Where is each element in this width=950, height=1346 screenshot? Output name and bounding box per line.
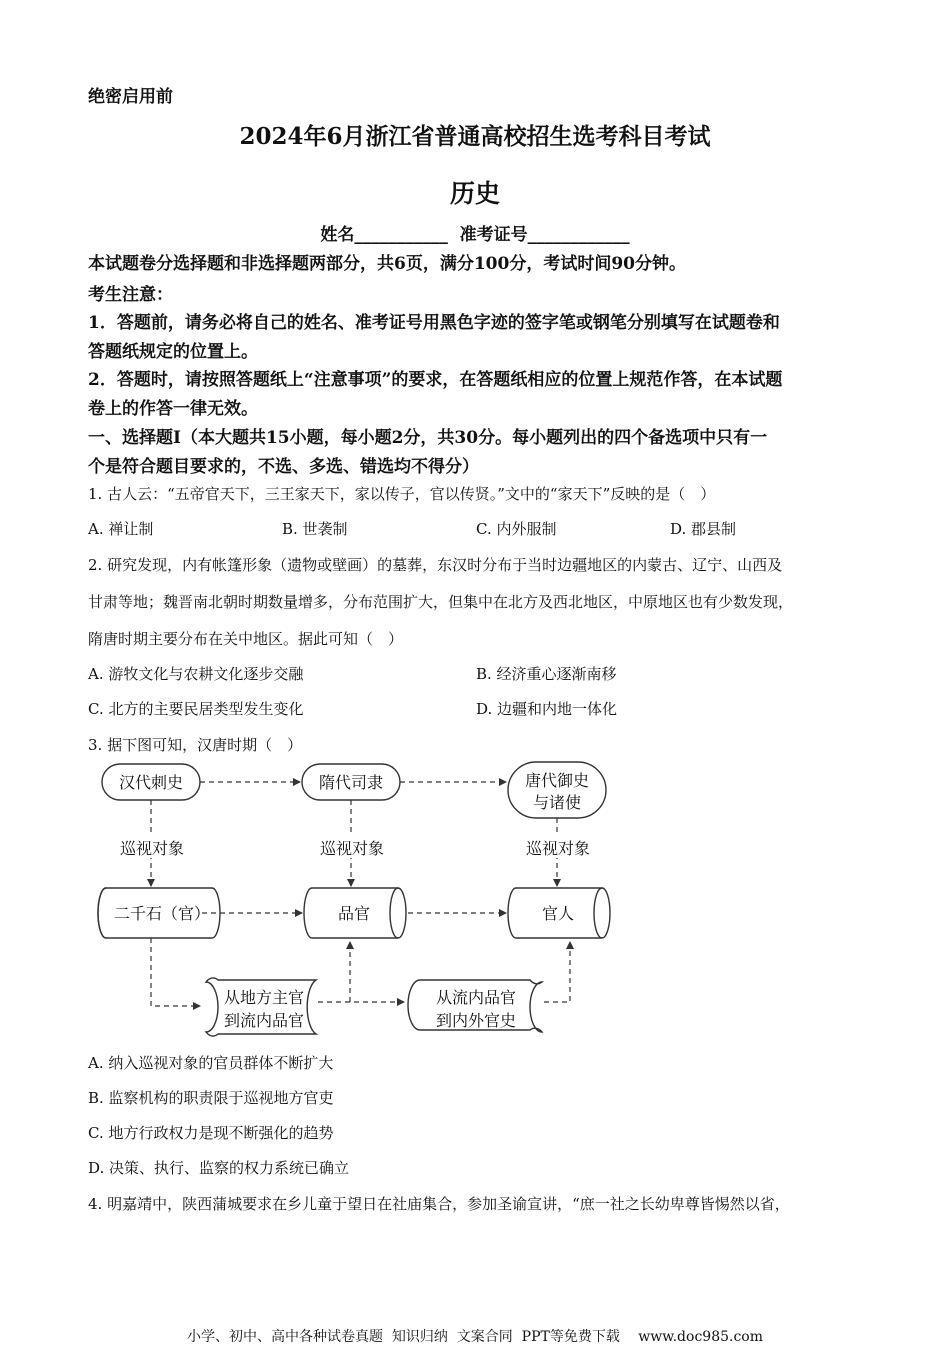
scroll1-line1: 从地方主官 bbox=[223, 988, 305, 1007]
scroll2-line1: 从流内品官 bbox=[435, 988, 517, 1007]
node-tang-yushi-label-2: 与诸使 bbox=[532, 793, 582, 812]
q4-stem: 4. 明嘉靖中，陕西蒲城要求在乡儿童于望日在社庙集合，参加圣谕宣讲，“庶一社之长幼卑尊皆惕然以省， bbox=[88, 1195, 790, 1213]
q3-option-d: D. 决策、执行、监察的权力系统已确立 bbox=[88, 1159, 350, 1177]
label-patrol-target-1: 巡视对象 bbox=[119, 839, 185, 858]
instructions-summary: 本试题卷分选择题和非选择题两部分，共6页，满分100分，考试时间90分钟。 bbox=[88, 254, 686, 274]
node-han-cishi-label: 汉代刺史 bbox=[118, 773, 184, 792]
notice-item-1b: 答题纸规定的位置上。 bbox=[88, 342, 258, 362]
q1-option-c: C. 内外服制 bbox=[476, 520, 557, 538]
q3-stem: 3. 据下图可知，汉唐时期（ ） bbox=[88, 736, 303, 754]
q1-option-d: D. 郡县制 bbox=[670, 520, 737, 538]
node-pinguan-label: 品官 bbox=[337, 904, 371, 923]
q3-option-b: B. 监察机构的职责限于巡视地方官吏 bbox=[88, 1089, 334, 1107]
node-erqianshi-label: 二千石（官） bbox=[113, 904, 211, 923]
q1-option-a: A. 禅让制 bbox=[88, 520, 154, 538]
footer-ad: 小学、初中、高中各种试卷真题 知识归纳 文案合同 PPT等免费下载 www.doc985.com bbox=[186, 1329, 763, 1345]
q2-option-c: C. 北方的主要民居类型发生变化 bbox=[88, 700, 304, 718]
q1-option-b: B. 世袭制 bbox=[282, 520, 348, 538]
section-title-a: 一、选择题Ⅰ（本大题共15小题，每小题2分，共30分。每小题列出的四个备选项中只有一 bbox=[88, 428, 768, 448]
node-guanren-label: 官人 bbox=[541, 904, 575, 923]
label-patrol-target-3: 巡视对象 bbox=[525, 839, 591, 858]
q2-option-d: D. 边疆和内地一体化 bbox=[476, 700, 618, 718]
notice-title: 考生注意： bbox=[88, 285, 173, 305]
notice-item-2b: 卷上的作答一律无效。 bbox=[88, 399, 258, 419]
q2-stem-b: 甘肃等地；魏晋南北朝时期数量增多，分布范围扩大，但集中在北方及西北地区，中原地区也有少数发现， bbox=[88, 593, 794, 611]
notice-item-2a: 2．答题时，请按照答题纸上“注意事项”的要求，在答题纸相应的位置上规范作答，在本试题 bbox=[88, 370, 783, 390]
q2-stem-c: 隋唐时期主要分布在关中地区。据此可知（ ） bbox=[88, 630, 404, 648]
q2-option-a: A. 游牧文化与农耕文化逐步交融 bbox=[88, 665, 304, 683]
arrow-scroll2-to-guanren bbox=[544, 942, 570, 1002]
arrow-erqianshi-to-scroll1 bbox=[151, 938, 200, 1006]
node-tang-yushi-label-1: 唐代御史 bbox=[524, 771, 590, 790]
q1-stem: 1. 古人云：“五帝官天下，三王家天下，家以传子，官以传贤。”文中的“家天下”反映的是（ ） bbox=[88, 485, 716, 503]
subject-title: 历史 bbox=[449, 179, 500, 208]
notice-item-1a: 1．答题前，请务必将自己的姓名、准考证号用黑色字迹的签字笔或钢笔分别填写在试题卷和 bbox=[88, 313, 780, 333]
q3-flow-diagram bbox=[90, 758, 650, 1040]
q3-option-a: A. 纳入巡视对象的官员群体不断扩大 bbox=[88, 1054, 334, 1072]
q3-option-c: C. 地方行政权力是现不断强化的趋势 bbox=[88, 1124, 334, 1142]
confidential-mark: 绝密启用前 bbox=[88, 87, 173, 107]
name-id-line: 姓名___________ 准考证号____________ bbox=[320, 225, 630, 245]
q2-stem-a: 2. 研究发现，内有帐篷形象（遗物或壁画）的墓葬，东汉时分布于当时边疆地区的内蒙古、辽宁、山西及 bbox=[88, 556, 783, 574]
exam-title: 2024年6月浙江省普通高校招生选考科目考试 bbox=[239, 123, 711, 150]
scroll1-line2: 到流内品官 bbox=[223, 1011, 305, 1030]
q2-option-b: B. 经济重心逐渐南移 bbox=[476, 665, 617, 683]
scroll2-line2: 到内外官史 bbox=[435, 1011, 517, 1030]
section-title-b: 个是符合题目要求的，不选、多选、错选均不得分） bbox=[88, 457, 479, 477]
label-patrol-target-2: 巡视对象 bbox=[319, 839, 385, 858]
node-sui-sili-label: 隋代司隶 bbox=[318, 773, 384, 792]
